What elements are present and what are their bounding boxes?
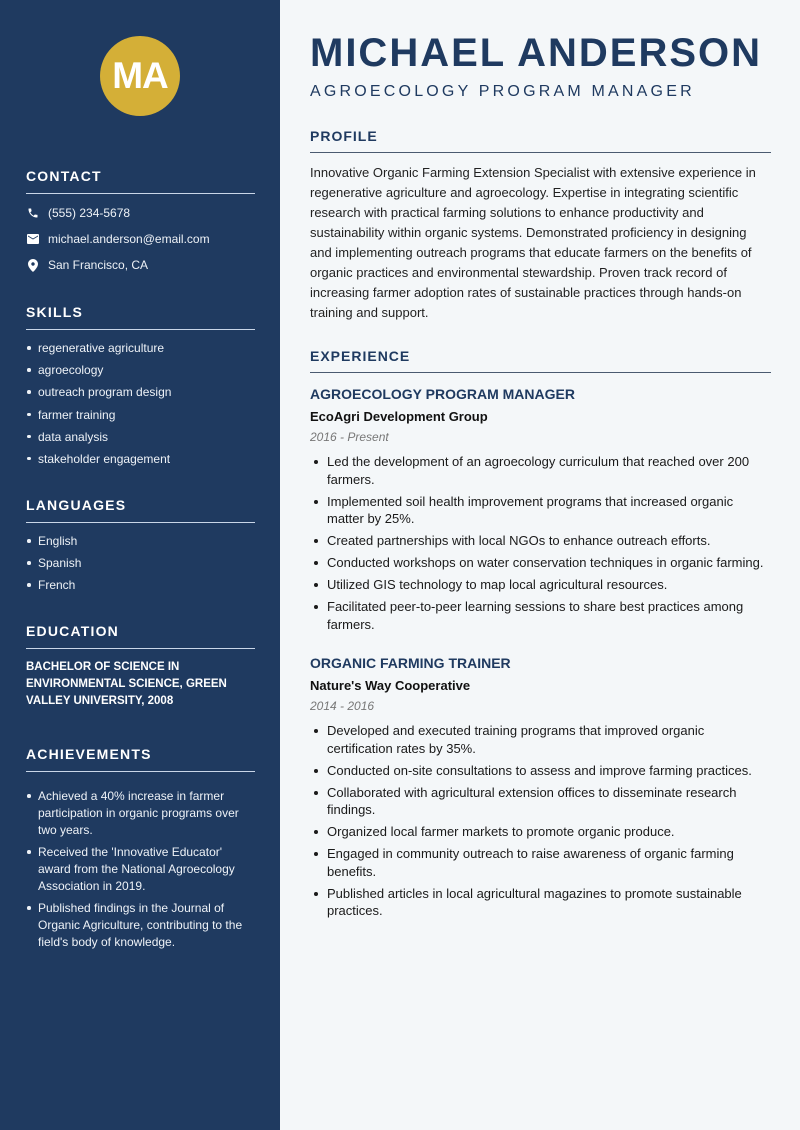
email-icon: [26, 232, 40, 246]
achievements-heading: ACHIEVEMENTS: [26, 746, 255, 772]
job-bullet: Utilized GIS technology to map local agricultural resources.: [310, 576, 771, 594]
languages-list: [26, 533, 255, 593]
job-company: EcoAgri Development Group: [310, 409, 488, 424]
skill-item: farmer training: [26, 407, 255, 423]
skills-list: [26, 340, 255, 467]
language-item: English: [26, 533, 255, 549]
language-item: Spanish: [26, 555, 255, 571]
candidate-name: MICHAEL ANDERSON: [310, 31, 763, 75]
achievement-item: Received the 'Innovative Educator' award from the National Agroecology Association in 2019.: [26, 844, 255, 895]
languages-heading: LANGUAGES: [26, 497, 255, 523]
job-bullet: Collaborated with agricultural extension offices to disseminate research findings.: [310, 784, 771, 819]
languages-section: [26, 497, 255, 600]
skills-section: [26, 304, 255, 473]
profile-summary: Innovative Organic Farming Extension Specialist with extensive experience in regenerative agriculture and agroecology. Expertise in integrating scientific research with practical farming solutions to enhance productivity and sustainability within organic systems. Demonstrated proficiency in designing and implementing outreach programs that educate farmers on the benefits of organic practices and environmental stewardship. Proven track record of increasing farmer adoption rates of sustainable practices through hands-on training and support.: [310, 165, 756, 320]
skill-item: outreach program design: [26, 384, 255, 400]
contact-phone: [26, 204, 255, 222]
job-title: ORGANIC FARMING TRAINER: [310, 655, 511, 671]
job-dates: 2016 - Present: [310, 430, 389, 444]
job-entry: [310, 386, 771, 638]
job-company: Nature's Way Cooperative: [310, 678, 471, 693]
job-bullet: Engaged in community outreach to raise awareness of organic farming benefits.: [310, 845, 771, 880]
job-bullet: Implemented soil health improvement programs that increased organic matter by 25%.: [310, 493, 771, 528]
avatar-initials: MA: [100, 36, 180, 116]
job-bullet: Developed and executed training programs that improved organic certification rates by 35%.: [310, 722, 771, 757]
skill-item: regenerative agriculture: [26, 340, 255, 356]
skill-item: data analysis: [26, 429, 255, 445]
achievement-item: Achieved a 40% increase in farmer participation in organic programs over two years.: [26, 788, 255, 839]
achievement-item: Published findings in the Journal of Organic Agriculture, contributing to the field's body of knowledge.: [26, 900, 255, 951]
contact-location-text: San Francisco, CA: [48, 258, 149, 272]
contact-location: [26, 256, 255, 274]
phone-icon: [26, 206, 40, 220]
achievements-section: [26, 746, 255, 956]
contact-email-text: michael.anderson@email.com: [48, 232, 210, 246]
language-item: French: [26, 577, 255, 593]
contact-section: [26, 168, 255, 274]
job-bullet: Conducted workshops on water conservation techniques in organic farming.: [310, 554, 771, 572]
job-title: AGROECOLOGY PROGRAM MANAGER: [310, 386, 575, 402]
experience-heading: EXPERIENCE: [310, 348, 771, 373]
contact-phone-text: (555) 234-5678: [48, 206, 131, 220]
profile-heading: PROFILE: [310, 128, 771, 153]
job-entry: [310, 655, 771, 924]
job-bullets: [310, 453, 771, 633]
contact-heading: CONTACT: [26, 168, 255, 194]
sidebar: [0, 0, 280, 1130]
location-pin-icon: [26, 258, 40, 272]
skill-item: stakeholder engagement: [26, 451, 255, 467]
skill-item: agroecology: [26, 362, 255, 378]
job-bullet: Conducted on-site consultations to assess and improve farming practices.: [310, 762, 771, 780]
job-bullets: [310, 722, 771, 920]
education-heading: EDUCATION: [26, 623, 255, 649]
job-bullet: Published articles in local agricultural magazines to promote sustainable practices.: [310, 885, 771, 920]
contact-email: [26, 230, 255, 248]
candidate-title: AGROECOLOGY PROGRAM MANAGER: [310, 83, 695, 100]
education-degree: BACHELOR OF SCIENCE IN ENVIRONMENTAL SCIENCE, GREEN VALLEY UNIVERSITY, 2008: [26, 661, 227, 707]
job-bullet: Led the development of an agroecology curriculum that reached over 200 farmers.: [310, 453, 771, 488]
job-bullet: Created partnerships with local NGOs to enhance outreach efforts.: [310, 532, 771, 550]
skills-heading: SKILLS: [26, 304, 255, 330]
achievements-list: [26, 788, 255, 951]
job-bullet: Facilitated peer-to-peer learning sessions to share best practices among farmers.: [310, 598, 771, 633]
job-bullet: Organized local farmer markets to promote organic produce.: [310, 823, 771, 841]
job-dates: 2014 - 2016: [310, 699, 375, 713]
education-section: [26, 623, 255, 710]
